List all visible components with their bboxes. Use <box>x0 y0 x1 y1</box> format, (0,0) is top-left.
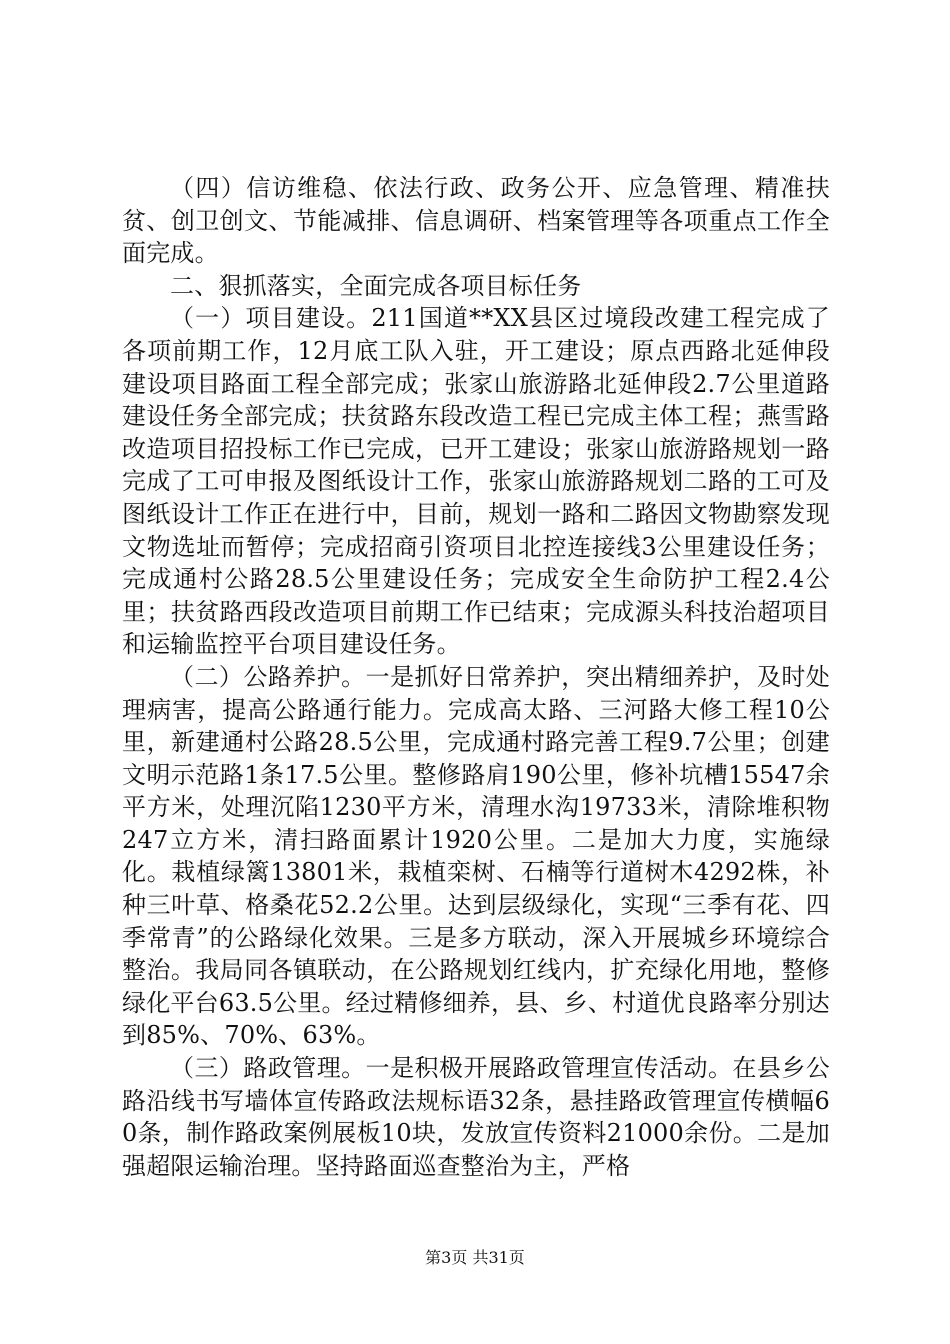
paragraph-road-maintenance: （二）公路养护。一是抓好日常养护，突出精细养护，及时处理病害，提高公路通行能力。完成高太路、三河路大修工程10公里，新建通村公路28.5公里，完成通村路完善工程9.7公里；创建文明示范路1条17.5公里。整修路肩190公里，修补坑槽15547余平方米，处理沉陷1230平方米，清理水沟19733米，清除堆积物247立方米，清扫路面累计1920公里。二是加大力度，实施绿化。栽植绿篱13801米，栽植栾树、石楠等行道树木4292株，补种三叶草、格桑花52.2公里。达到层级绿化，实现“三季有花、四季常青”的公路绿化效果。三是多方联动，深入开展城乡环境综合整治。我局同各镇联动，在公路规划红线内，扩充绿化用地，整修绿化平台63.5公里。经过精修细养，县、乡、村道优良路率分别达到85%、70%、63%。 <box>122 662 830 1050</box>
paragraph-section-4-completion: （四）信访维稳、依法行政、政务公开、应急管理、精准扶贫、创卫创文、节能减排、信息调研、档案管理等各项重点工作全面完成。 <box>122 174 830 268</box>
paragraph-road-administration: （三）路政管理。一是积极开展路政管理宣传活动。在县乡公路沿线书写墙体宣传路政法规标语32条，悬挂路政管理宣传横幅60条，制作路政案例展板10块，发放宣传资料21000余份。二是加强超限运输治理。坚持路面巡查整治为主，严格 <box>122 1054 830 1180</box>
heading-part-2: 二、狠抓落实，全面完成各项目标任务 <box>170 271 582 300</box>
paragraph-project-construction: （一）项目建设。211国道**XX县区过境段改建工程完成了各项前期工作，12月底工队入驻，开工建设；原点西路北延伸段建设项目路面工程全部完成；张家山旅游路北延伸段2.7公里道路建设任务全部完成；扶贫路东段改造工程已完成主体工程；燕雪路改造项目招投标工作已完成，已开工建设；张家山旅游路规划一路完成了工可申报及图纸设计工作，张家山旅游路规划二路的工可及图纸设计工作正在进行中，目前，规划一路和二路因文物勘察发现文物选址而暂停；完成招商引资项目北控连接线3公里建设任务；完成通村公路28.5公里建设任务；完成安全生命防护工程2.4公里；扶贫路西段改造项目前期工作已结束；完成源头科技治超项目和运输监控平台项目建设任务。 <box>122 304 830 659</box>
document-body <box>122 172 830 1182</box>
page-footer: 第3页 共31页 <box>425 1248 525 1267</box>
